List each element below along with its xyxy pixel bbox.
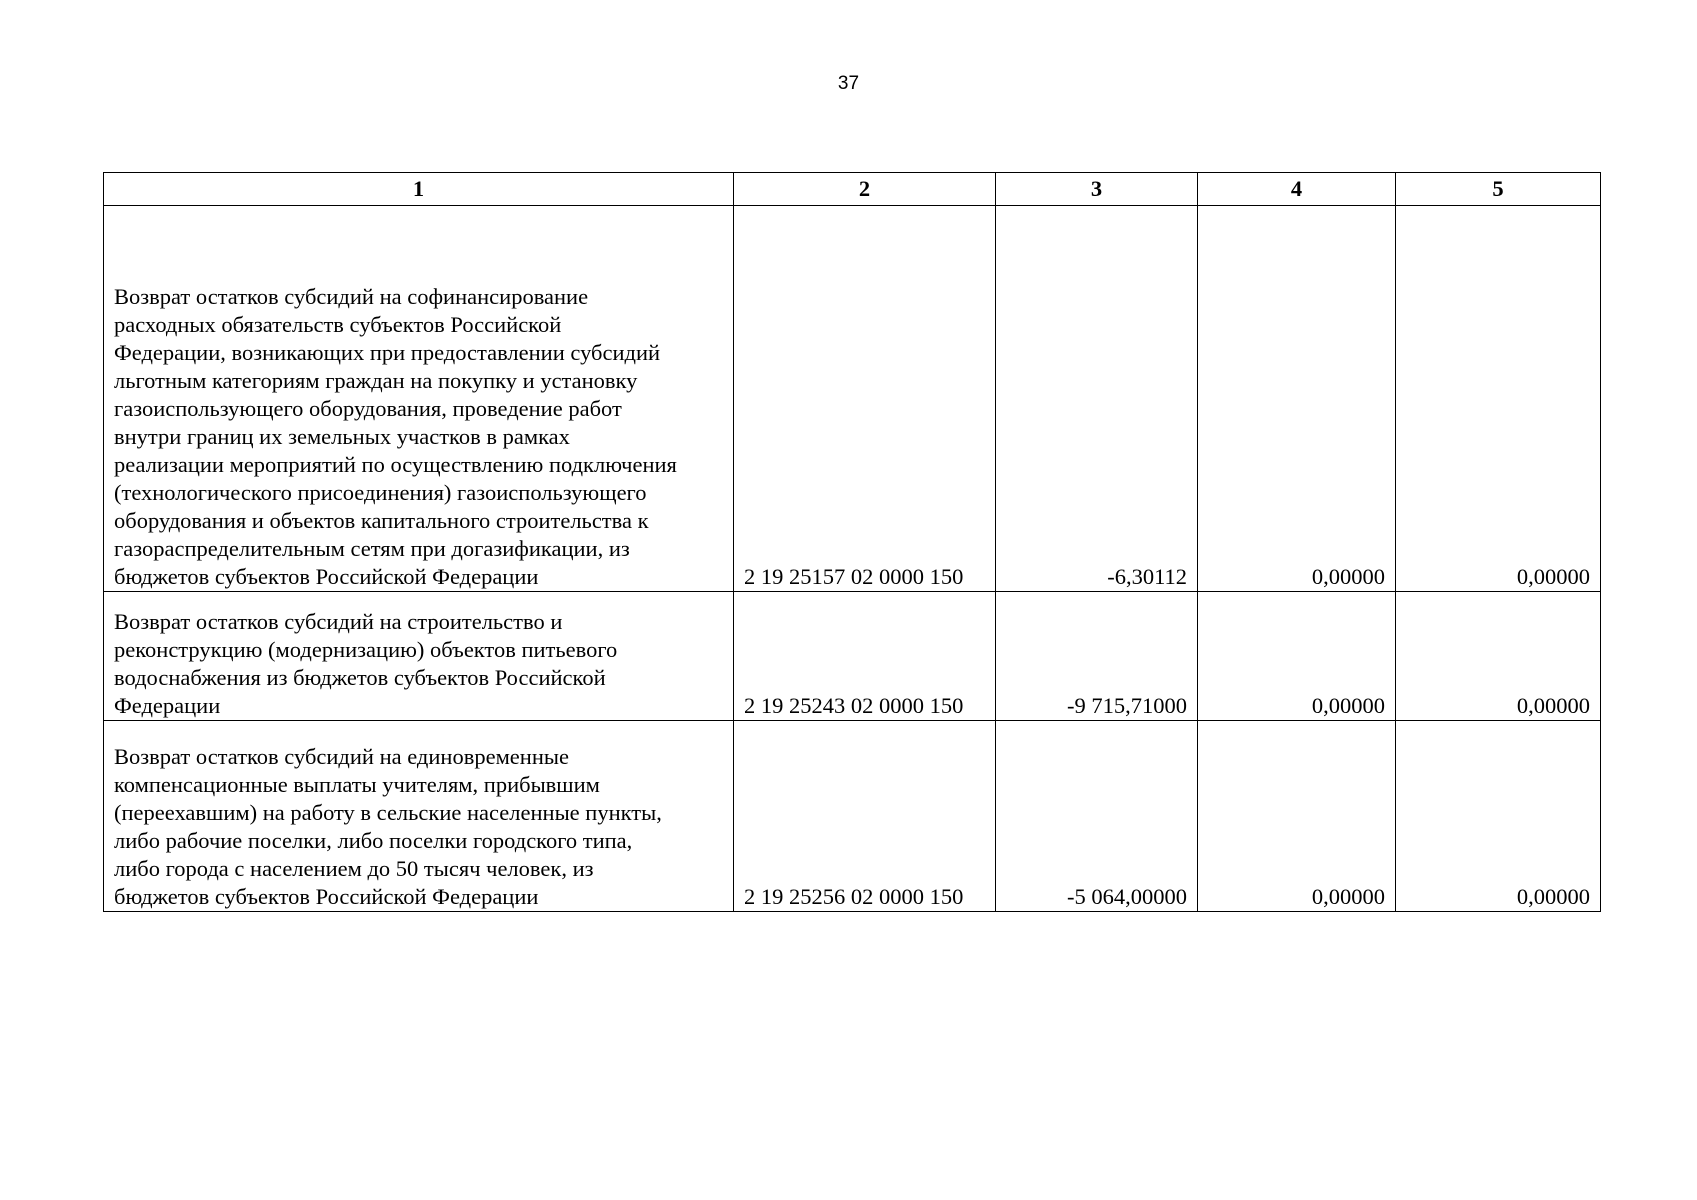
description-line: либо рабочие поселки, либо поселки городского типа,	[114, 828, 633, 853]
description-line: бюджетов субъектов Российской Федерации	[114, 564, 539, 589]
description-line: водоснабжения из бюджетов субъектов Российской	[114, 665, 606, 690]
table-row	[104, 592, 1601, 721]
row-code: 2 19 25243 02 0000 150	[734, 592, 996, 721]
description-line: Федерации, возникающих при предоставлении субсидий	[114, 340, 661, 365]
description-line: реализации мероприятий по осуществлению подключения	[114, 452, 677, 477]
table-header	[104, 173, 1601, 206]
table-row	[104, 206, 1601, 592]
description-line: расходных обязательств субъектов Российской	[114, 312, 562, 337]
description-line: либо города с населением до 50 тысяч человек, из	[114, 856, 594, 881]
description-line: компенсационные выплаты учителям, прибывшим	[114, 772, 600, 797]
header-col-3: 3	[996, 173, 1198, 206]
row-value-col5: 0,00000	[1396, 592, 1601, 721]
description-line: газораспределительным сетям при догазификации, из	[114, 536, 630, 561]
description-line: Федерации	[114, 693, 221, 718]
description-line: бюджетов субъектов Российской Федерации	[114, 884, 539, 909]
description-line: Возврат остатков субсидий на единовременные	[114, 744, 569, 769]
description-line: газоиспользующего оборудования, проведение работ	[114, 396, 622, 421]
row-value-col4: 0,00000	[1198, 592, 1396, 721]
row-code: 2 19 25256 02 0000 150	[734, 721, 996, 912]
description-line: оборудования и объектов капитального строительства к	[114, 508, 649, 533]
row-value-col3: -6,30112	[996, 206, 1198, 592]
row-description	[104, 721, 734, 912]
header-col-2: 2	[734, 173, 996, 206]
description-line: льготным категориям граждан на покупку и установку	[114, 368, 638, 393]
row-value-col4: 0,00000	[1198, 721, 1396, 912]
row-value-col3: -9 715,71000	[996, 592, 1198, 721]
header-col-1: 1	[104, 173, 734, 206]
description-line: реконструкцию (модернизацию) объектов питьевого	[114, 637, 618, 662]
table-row	[104, 721, 1601, 912]
row-value-col5: 0,00000	[1396, 721, 1601, 912]
header-col-4: 4	[1198, 173, 1396, 206]
header-row	[104, 173, 1601, 206]
header-col-5: 5	[1396, 173, 1601, 206]
row-description	[104, 592, 734, 721]
row-code: 2 19 25157 02 0000 150	[734, 206, 996, 592]
row-value-col4: 0,00000	[1198, 206, 1396, 592]
page-number: 37	[837, 73, 860, 94]
row-value-col3: -5 064,00000	[996, 721, 1198, 912]
description-line: (технологического присоединения) газоиспользующего	[114, 480, 647, 505]
table-body	[104, 206, 1601, 912]
description-line: внутри границ их земельных участков в рамках	[114, 424, 570, 449]
budget-table	[103, 172, 1601, 912]
description-line: Возврат остатков субсидий на софинансирование	[114, 284, 589, 309]
description-line: Возврат остатков субсидий на строительство и	[114, 609, 563, 634]
description-line: (переехавшим) на работу в сельские населенные пункты,	[114, 800, 662, 825]
row-value-col5: 0,00000	[1396, 206, 1601, 592]
row-description	[104, 206, 734, 592]
